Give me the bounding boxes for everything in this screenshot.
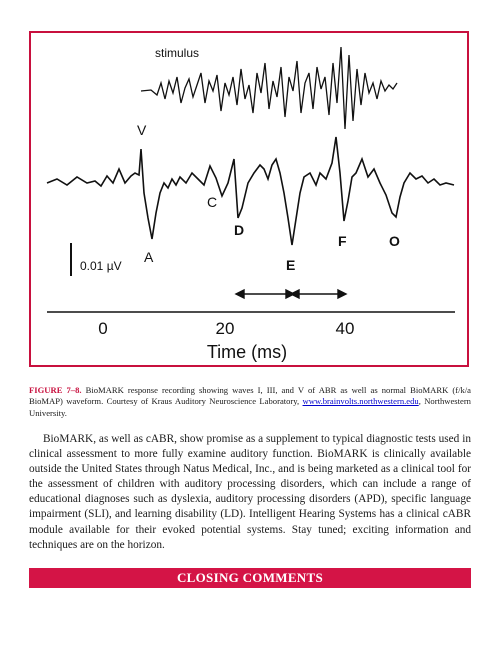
caption-link[interactable]: www.brainvolts.northwestern.edu — [302, 396, 419, 407]
biomark-waveform-figure — [31, 33, 467, 365]
wave-label-e: E — [286, 257, 296, 273]
section-heading: CLOSING COMMENTS — [176, 570, 323, 585]
axis-tick-40: 40 — [335, 319, 355, 338]
axis-label: Time (ms) — [206, 342, 288, 362]
wave-label-o: O — [389, 233, 400, 249]
wave-label-a: A — [144, 249, 154, 265]
wave-label-d: D — [234, 222, 245, 238]
axis-tick-20: 20 — [215, 319, 235, 338]
scale-label: 0.01 µV — [80, 259, 122, 273]
interval-arrow-left — [236, 290, 294, 298]
wave-label-f: F — [338, 233, 347, 249]
body-paragraph: BioMARK, as well as cABR, show promise as a supplement to typical diagnostic tests used in clinical assessment to more fully examine auditory function. BioMARK is clinically available outside the United States through Natus Medical, Inc., and is being marketed as a clinical tool for the assessment of children with auditory processing disorders, which can include a range of educational diagnoses such as dyslexia, auditory processing disorders (APD), specific language impairment (SLI), and learning disability (LD). Intelligent Hearing Systems has a clinical cABR module available for their evoked potential systems. Stay tuned; exciting information and techniques are on the horizon. — [29, 433, 471, 551]
caption-text: BioMARK response recording showing waves I, III, and V of ABR as well as normal BioMARK (f/k/a BioMAP) waveform. Courtesy of Kraus Auditory Neuroscience Laboratory, — [29, 385, 471, 407]
axis-tick-0: 0 — [98, 319, 108, 338]
caption-label: FIGURE 7–8. — [29, 385, 82, 395]
figure-caption — [29, 385, 471, 419]
stimulus-label: stimulus — [155, 46, 200, 60]
response-waveform — [47, 137, 454, 245]
wave-label-v: V — [137, 122, 147, 138]
section-heading-banner — [29, 568, 471, 588]
figure-frame — [29, 31, 469, 367]
interval-arrow-right — [291, 290, 346, 298]
wave-label-c: C — [207, 194, 218, 210]
caption-text-end: , Northwestern University. — [29, 396, 471, 418]
